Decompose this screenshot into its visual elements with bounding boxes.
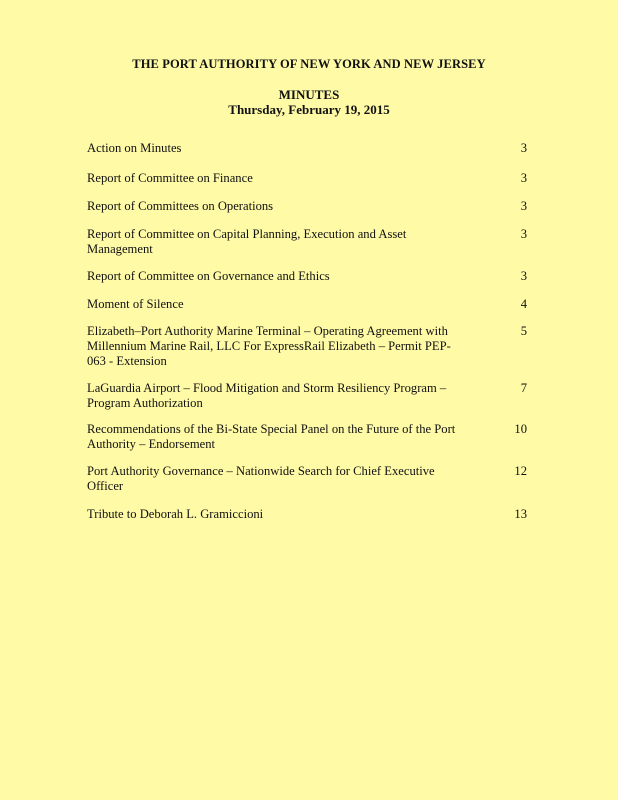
toc-item-title: Report of Committee on Governance and Ethics — [87, 269, 330, 283]
toc-item-title: Tribute to Deborah L. Gramiccioni — [87, 507, 264, 521]
toc-item-report-governance-ethics[interactable] — [87, 269, 527, 284]
toc-item-report-capital-planning[interactable] — [87, 227, 527, 257]
toc-item-title: Moment of Silence — [87, 297, 184, 311]
toc-item-action-on-minutes[interactable] — [87, 141, 527, 156]
toc-item-laguardia-flood-mitigation[interactable] — [87, 381, 527, 411]
document-heading — [0, 87, 618, 117]
toc-item-page: 12 — [514, 464, 527, 478]
toc-item-title: Report of Committees on Operations — [87, 199, 274, 213]
toc-item-page: 3 — [520, 141, 527, 155]
toc-item-elizabeth-marine-terminal[interactable] — [87, 324, 527, 369]
toc-item-tribute-gramiccioni[interactable] — [87, 507, 527, 522]
toc-item-title: Report of Committee on Capital Planning, Execution and Asset Management — [87, 227, 407, 256]
toc-item-title: Action on Minutes — [87, 141, 182, 155]
toc-item-title: LaGuardia Airport – Flood Mitigation and Storm Resiliency Program – Program Authorization — [87, 381, 447, 410]
toc-item-page: 4 — [520, 297, 527, 311]
toc-item-page: 10 — [514, 422, 527, 436]
toc-item-title: Port Authority Governance – Nationwide Search for Chief Executive Officer — [87, 464, 435, 493]
meeting-date: Thursday, February 19, 2015 — [228, 102, 390, 117]
toc-item-page: 3 — [520, 199, 527, 213]
toc-item-page: 13 — [514, 507, 527, 521]
toc-item-governance-ceo-search[interactable] — [87, 464, 527, 494]
toc-item-title: Report of Committee on Finance — [87, 171, 253, 185]
organization-title: THE PORT AUTHORITY OF NEW YORK AND NEW JERSEY — [132, 57, 486, 71]
toc-item-report-operations[interactable] — [87, 199, 527, 214]
toc-item-page: 3 — [520, 171, 527, 185]
toc-item-title: Recommendations of the Bi-State Special Panel on the Future of the Port Authority – Endorsement — [87, 422, 456, 451]
toc-item-page: 7 — [520, 381, 527, 395]
toc-item-moment-of-silence[interactable] — [87, 297, 527, 312]
toc-item-page: 3 — [520, 269, 527, 283]
toc-item-bi-state-panel[interactable] — [87, 422, 527, 452]
toc-item-page: 3 — [520, 227, 527, 241]
toc-item-report-finance[interactable] — [87, 171, 527, 186]
toc-item-page: 5 — [520, 324, 527, 338]
toc-item-title: Elizabeth–Port Authority Marine Terminal – Operating Agreement with Millennium Marine Rail, LLC For ExpressRail Elizabeth – Permit PEP-063 - Extension — [87, 324, 451, 368]
document-type: MINUTES — [278, 87, 340, 102]
